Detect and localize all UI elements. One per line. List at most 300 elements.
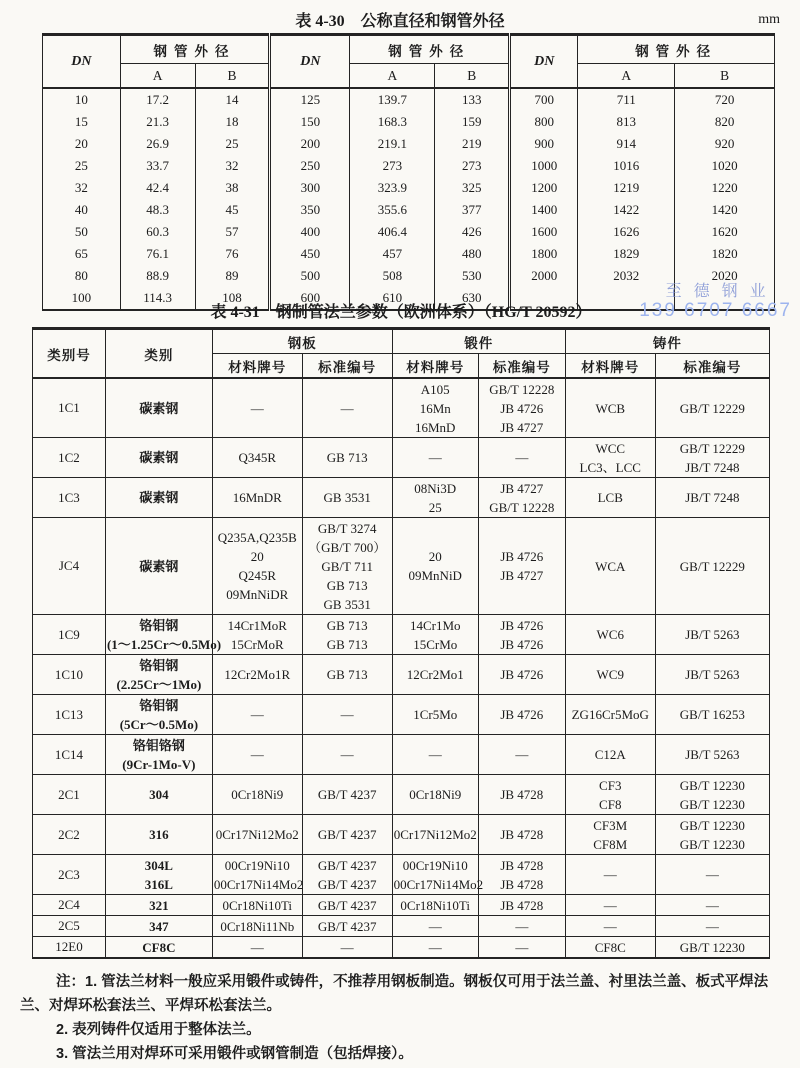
cell-line: — (515, 747, 529, 762)
cell-line: LC3、LCC (579, 459, 641, 475)
plate-material-cell (212, 378, 302, 438)
table30-header-dn: DN (510, 35, 578, 89)
table31-row (33, 916, 770, 937)
cell-line: — (428, 918, 442, 934)
table30-cell: 76 (195, 243, 270, 265)
table30-cell: 350 (270, 199, 350, 221)
table30-cell: 42.4 (120, 177, 195, 199)
casting-material-cell (565, 895, 655, 916)
cell-line: GB/T 4237 (317, 787, 377, 802)
cell-line: 304 (149, 787, 169, 802)
class-no-cell: 1C13 (33, 695, 106, 735)
casting-standard-cell (655, 895, 769, 916)
cell-line: WC6 (596, 627, 624, 642)
cell-line: — (603, 897, 617, 913)
cell-line: JB 4728 (500, 827, 544, 842)
table31-header-casting: 铸件 (565, 329, 769, 354)
cell-line: 20 (428, 549, 442, 564)
cell-line: 00Cr19Ni10 (224, 857, 290, 873)
cell-line: Q345R (238, 450, 277, 465)
cell-line: Q245R (238, 568, 277, 583)
cell-line: 碳素钢 (139, 400, 179, 416)
table30-cell: 426 (435, 221, 510, 243)
table30-cell: 914 (578, 133, 675, 155)
forging-material-cell (392, 378, 478, 438)
table30-row (43, 133, 775, 155)
cell-line: GB/T 12228 (489, 499, 555, 515)
table30-cell: 168.3 (350, 111, 435, 133)
class-no-cell: 2C1 (33, 775, 106, 815)
table31-container (32, 327, 770, 959)
table30-cell: 2020 (675, 265, 775, 287)
casting-standard-cell (655, 855, 769, 895)
table30-cell: 600 (270, 287, 350, 310)
cell-line: 316 (149, 827, 169, 842)
table30-cell: 45 (195, 199, 270, 221)
cell-line: JB 4726 (500, 636, 544, 652)
cell-line: 321 (149, 897, 169, 913)
table30-cell: 273 (435, 155, 510, 177)
cell-line: GB/T 12230 (679, 836, 745, 852)
casting-material-cell (565, 378, 655, 438)
cell-line: CF3M (593, 817, 628, 833)
table31-header-category: 类别 (105, 329, 212, 379)
forging-material-cell (392, 615, 478, 655)
table30-cell: 159 (435, 111, 510, 133)
table31-row (33, 775, 770, 815)
cell-line: — (340, 400, 354, 416)
table30-cell: 80 (43, 265, 121, 287)
table30-cell: 89 (195, 265, 270, 287)
table30-cell: 114.3 (120, 287, 195, 310)
cell-line: 0Cr18Ni9 (231, 787, 284, 802)
forging-standard-cell (478, 855, 565, 895)
casting-material-cell (565, 937, 655, 959)
table30-title: 表 4-30 公称直径和钢管外径 (295, 13, 505, 30)
table31-row (33, 478, 770, 518)
plate-material-cell (212, 855, 302, 895)
cell-line: GB/T 12229 (679, 558, 745, 574)
cell-line: WCA (595, 558, 626, 574)
cell-line: 347 (149, 918, 169, 934)
cell-line: CF8C (594, 939, 626, 955)
cell-line: — (705, 918, 719, 934)
table30-cell: 480 (435, 243, 510, 265)
forging-standard-cell (478, 916, 565, 937)
forging-material-cell (392, 518, 478, 615)
plate-standard-cell (302, 438, 392, 478)
table31 (32, 327, 770, 959)
table30-cell: 2032 (578, 265, 675, 287)
forging-standard-cell (478, 775, 565, 815)
table31-row (33, 378, 770, 438)
cell-line: WCC (595, 440, 626, 456)
category-cell (105, 815, 212, 855)
table30-header (43, 35, 775, 89)
table30-cell: 1400 (510, 199, 578, 221)
cell-line: — (250, 747, 264, 762)
cell-line: (2.25Cr～1Mo) (116, 676, 202, 692)
casting-standard-cell (655, 518, 769, 615)
notes (20, 970, 782, 1066)
category-cell (105, 615, 222, 655)
table30-row (43, 199, 775, 221)
cell-line: JB/T 5263 (685, 667, 740, 682)
table30-cell: 1626 (578, 221, 675, 243)
category-cell (105, 438, 212, 478)
note-1: 注：1. 管法兰材料一般应采用锻件或铸件，不推荐用钢板制造。钢板仅可用于法兰盖、衬里法兰盖、板式平焊法兰、对焊环松套法兰、平焊环松套法兰。 (20, 974, 769, 1014)
cell-line: — (428, 450, 442, 465)
cell-line: GB/T 12229 (679, 440, 745, 456)
cell-line: 25 (428, 499, 442, 515)
table31-row (33, 518, 770, 615)
table30-cell: 355.6 (350, 199, 435, 221)
forging-standard-cell (478, 518, 565, 615)
table30-cell: 26.9 (120, 133, 195, 155)
cell-line: JB 4726 (500, 617, 544, 633)
table30-cell: 88.9 (120, 265, 195, 287)
cell-line: 316L (144, 876, 173, 892)
casting-standard-cell (655, 916, 769, 937)
forging-standard-cell (478, 735, 565, 775)
plate-standard-cell (302, 815, 392, 855)
table31-row (33, 895, 770, 916)
cell-line: GB/T 12230 (679, 777, 745, 793)
cell-line: JB 4726 (500, 549, 544, 564)
plate-standard-cell (302, 378, 392, 438)
cell-line: CF8 (599, 796, 622, 812)
casting-material-cell (565, 518, 655, 615)
forging-standard-cell (478, 937, 565, 959)
cell-line: 铬钼钢 (139, 697, 179, 713)
forging-standard-cell (478, 378, 565, 438)
casting-standard-cell (655, 615, 769, 655)
table30-cell: 38 (195, 177, 270, 199)
plate-material-cell (212, 937, 302, 959)
plate-material-cell (212, 815, 302, 855)
table30-cell: 57 (195, 221, 270, 243)
forging-material-cell (392, 855, 484, 895)
forging-standard-cell (478, 695, 565, 735)
casting-material-cell (565, 438, 655, 478)
class-no-cell: JC4 (33, 518, 106, 615)
cell-line: GB 713 (326, 636, 368, 652)
table30-cell: 1820 (675, 243, 775, 265)
cell-line: 15CrMoR (230, 636, 284, 652)
casting-standard-cell (655, 478, 769, 518)
table30-cell: 630 (435, 287, 510, 310)
cell-line: GB/T 3274 (317, 520, 377, 536)
table30-cell: 700 (510, 88, 578, 111)
cell-line: 00Cr17Ni14Mo2 (213, 876, 304, 892)
cell-line: 20 (250, 549, 264, 564)
cell-line: 00Cr19Ni10 (402, 857, 468, 873)
cell-line: ZG16Cr5MoG (571, 707, 649, 722)
table30 (42, 33, 775, 311)
casting-material-cell (565, 655, 655, 695)
cell-line: JB 4727 (500, 419, 544, 435)
forging-material-cell (392, 916, 478, 937)
cell-line: GB/T 4237 (317, 876, 377, 892)
table30-cell: 813 (578, 111, 675, 133)
table31-body (33, 378, 770, 958)
table31-row (33, 655, 770, 695)
table30-cell: 10 (43, 88, 121, 111)
table30-cell: 406.4 (350, 221, 435, 243)
table30-cell: 508 (350, 265, 435, 287)
plate-standard-cell (302, 916, 392, 937)
table30-cell: 325 (435, 177, 510, 199)
table30-row (43, 177, 775, 199)
cell-line: GB 3531 (323, 490, 371, 505)
cell-line: 09MnNiD (408, 568, 462, 583)
cell-line: GB/T 4237 (317, 827, 377, 842)
plate-standard-cell (302, 775, 392, 815)
table30-cell: 800 (510, 111, 578, 133)
table31-header-standard: 标准编号 (655, 354, 769, 379)
plate-material-cell (212, 478, 302, 518)
table30-cell: 1600 (510, 221, 578, 243)
watermark-company: 至德钢业 (665, 283, 778, 300)
cell-line: GB/T 4237 (317, 857, 377, 873)
cell-line: 16MnD (415, 419, 456, 435)
table30-cell: 1220 (675, 177, 775, 199)
plate-material-cell (212, 655, 302, 695)
cell-line: JB/T 5263 (685, 747, 740, 762)
casting-material-cell (565, 615, 655, 655)
cell-line: 碳素钢 (139, 558, 179, 574)
class-no-cell: 1C3 (33, 478, 106, 518)
cell-line: 碳素钢 (139, 450, 179, 465)
cell-line: GB/T 16253 (679, 707, 745, 722)
cell-line: GB/T 12229 (679, 400, 745, 416)
casting-standard-cell (655, 815, 769, 855)
class-no-cell: 1C9 (33, 615, 106, 655)
category-cell (105, 895, 212, 916)
cell-line: JB/T 7248 (685, 459, 740, 475)
plate-material-cell (212, 895, 302, 916)
cell-line: 0Cr18Ni9 (409, 787, 462, 802)
cell-line: GB 713 (326, 450, 368, 465)
cell-line: CF3 (599, 777, 622, 793)
cell-line: WCB (595, 400, 626, 416)
table31-row (33, 735, 770, 775)
casting-standard-cell (655, 937, 769, 959)
table31-row (33, 855, 770, 895)
table30-cell: 14 (195, 88, 270, 111)
table31-row (33, 695, 770, 735)
table30-row (43, 111, 775, 133)
category-cell (105, 655, 212, 695)
cell-line: JB/T 7248 (685, 490, 740, 505)
class-no-cell: 2C4 (33, 895, 106, 916)
cell-line: GB/T 4237 (317, 897, 377, 913)
forging-standard-cell (478, 438, 565, 478)
table30-cell: 20 (43, 133, 121, 155)
cell-line: — (340, 939, 354, 955)
forging-standard-cell (478, 895, 565, 916)
cell-line: JB 4728 (500, 876, 544, 892)
cell-line: 0Cr18Ni11Nb (220, 918, 295, 934)
cell-line: A105 (420, 381, 450, 397)
cell-line: 14Cr1MoR (227, 617, 287, 633)
cell-line: CF8C (142, 939, 176, 955)
cell-line: GB 713 (326, 577, 368, 593)
table30-cell: 1829 (578, 243, 675, 265)
class-no-cell: 1C10 (33, 655, 106, 695)
cell-line: (1～1.25Cr～0.5Mo) (106, 636, 222, 652)
class-no-cell: 1C14 (33, 735, 106, 775)
casting-material-cell (565, 916, 655, 937)
table30-cell: 1020 (675, 155, 775, 177)
table30-header-a: A (350, 64, 435, 89)
cell-line: 12Cr2Mo1R (224, 667, 291, 682)
table30-cell: 25 (195, 133, 270, 155)
cell-line: 碳素钢 (139, 490, 179, 505)
cell-line: 1Cr5Mo (413, 707, 458, 722)
cell-line: 铬钼钢 (139, 617, 179, 633)
forging-material-cell (392, 895, 478, 916)
table30-header-dn: DN (43, 35, 121, 89)
table30-cell: 25 (43, 155, 121, 177)
cell-line: — (340, 707, 354, 722)
table30-cell: 2000 (510, 265, 578, 287)
casting-standard-cell (655, 695, 769, 735)
table30-cell: 219 (435, 133, 510, 155)
cell-line: — (603, 867, 617, 882)
cell-line: — (515, 939, 529, 955)
plate-standard-cell (302, 615, 392, 655)
table30-cell: 711 (578, 88, 675, 111)
cell-line: GB 713 (326, 667, 368, 682)
forging-material-cell (392, 937, 478, 959)
plate-standard-cell (302, 855, 392, 895)
table30-cell: 1200 (510, 177, 578, 199)
table30-cell: 17.2 (120, 88, 195, 111)
cell-line: GB/T 711 (321, 558, 373, 574)
table30-cell: 300 (270, 177, 350, 199)
table30-header-b: B (675, 64, 775, 89)
table30-cell: 65 (43, 243, 121, 265)
cell-line: JB 4727 (500, 568, 544, 583)
table30-cell: 1420 (675, 199, 775, 221)
plate-material-cell (212, 695, 302, 735)
table30-cell: 400 (270, 221, 350, 243)
cell-line: GB/T 4237 (317, 918, 377, 934)
table30-cell: 1016 (578, 155, 675, 177)
casting-material-cell (565, 735, 655, 775)
category-cell (105, 916, 212, 937)
table31-header-material: 材料牌号 (565, 354, 655, 379)
table30-cell: 1422 (578, 199, 675, 221)
category-cell (105, 775, 212, 815)
cell-line: GB 713 (326, 617, 368, 633)
casting-standard-cell (655, 655, 769, 695)
note-2: 2. 表列铸件仅适用于整体法兰。 (56, 1022, 261, 1038)
table30-cell: 76.1 (120, 243, 195, 265)
cell-line: GB/T 12228 (489, 381, 555, 397)
cell-line: 09MnNiDR (226, 587, 289, 602)
plate-standard-cell (302, 937, 392, 959)
class-no-cell: 2C5 (33, 916, 106, 937)
table30-header-b: B (195, 64, 270, 89)
table30-cell: 920 (675, 133, 775, 155)
cell-line: JB 4728 (500, 897, 544, 913)
table30-cell: 15 (43, 111, 121, 133)
cell-line: JB 4727 (500, 480, 544, 496)
table30-header-outer-diameter: 钢管外径 (578, 35, 775, 64)
cell-line: Q235A,Q235B (217, 530, 297, 545)
table30-cell: 100 (43, 287, 121, 310)
table30-unit-label: mm (758, 12, 780, 27)
table30-row (43, 221, 775, 243)
forging-material-cell (392, 478, 478, 518)
casting-standard-cell (655, 378, 769, 438)
forging-material-cell (392, 438, 478, 478)
table30-cell: 1219 (578, 177, 675, 199)
cell-line: 12Cr2Mo1 (406, 667, 464, 682)
table30-cell: 820 (675, 111, 775, 133)
cell-line: — (250, 939, 264, 955)
table30-cell: 200 (270, 133, 350, 155)
table30-cell: 530 (435, 265, 510, 287)
category-cell (105, 518, 212, 615)
table30-header-outer-diameter: 钢管外径 (350, 35, 510, 64)
table30-cell: 450 (270, 243, 350, 265)
cell-line: 15CrMo (413, 636, 458, 652)
cell-line: 0Cr17Ni12Mo2 (215, 827, 299, 842)
plate-material-cell (212, 615, 302, 655)
table30-cell: 60.3 (120, 221, 195, 243)
plate-material-cell (212, 438, 302, 478)
cell-line: 0Cr18Ni10Ti (400, 897, 471, 913)
cell-line: 00Cr17Ni14Mo2 (393, 876, 484, 892)
table31-header-material: 材料牌号 (392, 354, 478, 379)
plate-standard-cell (302, 518, 392, 615)
table30-cell: 48.3 (120, 199, 195, 221)
table30-cell: 32 (43, 177, 121, 199)
table30-header-a: A (578, 64, 675, 89)
table31-row (33, 615, 770, 655)
table30-header-a: A (120, 64, 195, 89)
table31-header-standard: 标准编号 (302, 354, 392, 379)
class-no-cell: 1C1 (33, 378, 106, 438)
table30-header-outer-diameter: 钢管外径 (120, 35, 270, 64)
forging-material-cell (392, 775, 478, 815)
forging-standard-cell (478, 815, 565, 855)
cell-line: 0Cr17Ni12Mo2 (393, 827, 477, 842)
cell-line: 铬钼钢 (139, 657, 179, 673)
table31-row (33, 815, 770, 855)
plate-standard-cell (302, 735, 392, 775)
table31-header-standard: 标准编号 (478, 354, 565, 379)
cell-line: CF8M (593, 836, 628, 852)
forging-material-cell (392, 695, 478, 735)
category-cell (105, 735, 212, 775)
table30-cell: 323.9 (350, 177, 435, 199)
table30-cell: 1000 (510, 155, 578, 177)
cell-line: JB 4728 (500, 787, 544, 802)
category-cell (105, 937, 212, 959)
forging-standard-cell (478, 615, 565, 655)
table30-cell: 500 (270, 265, 350, 287)
table31-row (33, 937, 770, 959)
table30-row (43, 155, 775, 177)
cell-line: 16Mn (419, 400, 451, 416)
table31-header-forging: 锻件 (392, 329, 565, 354)
casting-material-cell (565, 815, 655, 855)
casting-material-cell (565, 695, 655, 735)
